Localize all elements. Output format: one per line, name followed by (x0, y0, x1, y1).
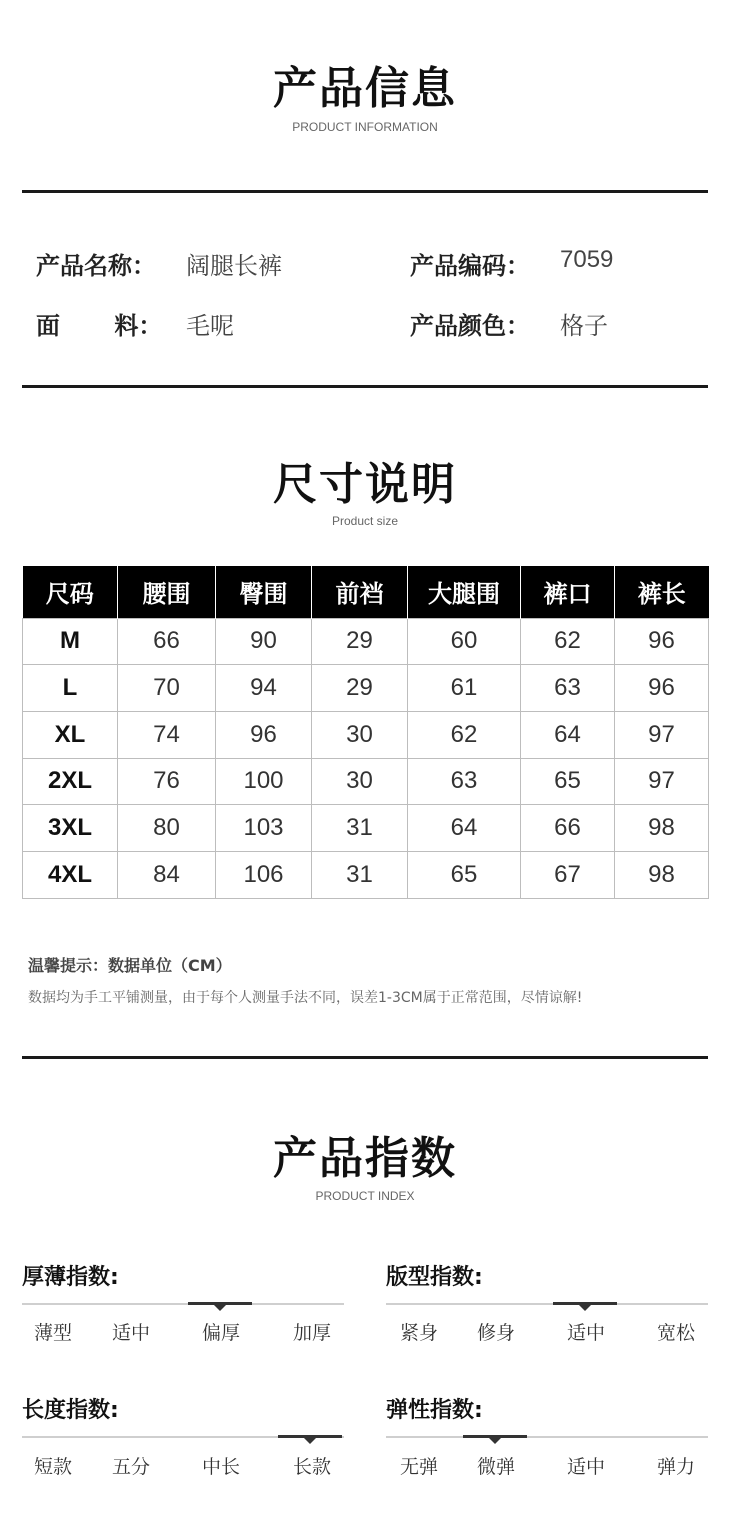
table-cell: 30 (312, 711, 408, 758)
field-label-code: 产品编码： (410, 252, 530, 280)
table-cell: 63 (521, 665, 615, 712)
size-table-header (23, 566, 709, 618)
index-marker-arrow (579, 1305, 591, 1311)
table-cell: 106 (216, 851, 312, 898)
table-row (23, 805, 709, 852)
table-cell: 65 (521, 758, 615, 805)
index-option-selected: 微弹 (476, 1456, 515, 1478)
divider (22, 385, 708, 388)
field-label-color: 产品颜色： (410, 312, 530, 340)
size-cell: M (23, 618, 118, 665)
divider (22, 1056, 708, 1059)
index-option: 适中 (566, 1456, 605, 1478)
table-cell: 29 (312, 618, 408, 665)
table-cell: 80 (118, 805, 216, 852)
index-marker-arrow (214, 1305, 226, 1311)
index-option: 薄型 (33, 1322, 72, 1344)
product-info-subtitle: PRODUCT INFORMATION (292, 120, 438, 134)
product-info-title: 产品信息 (273, 63, 457, 114)
header-cell: 大腿围 (408, 566, 521, 618)
table-row (23, 851, 709, 898)
index-option-selected: 适中 (566, 1322, 605, 1344)
header-cell: 腰围 (118, 566, 216, 618)
table-cell: 66 (521, 805, 615, 852)
table-row (23, 711, 709, 758)
size-info-subtitle: Product size (331, 514, 399, 528)
size-note-text: 数据均为手工平铺测量，由于每个人测量手法不同，误差1-3CM属于正常范围，尽情谅解! (28, 990, 583, 1006)
index-option: 紧身 (399, 1322, 438, 1344)
size-table (22, 566, 709, 899)
field-value-color: 格子 (560, 312, 608, 340)
header-cell: 尺码 (23, 566, 118, 618)
size-cell: 4XL (23, 851, 118, 898)
table-cell: 29 (312, 665, 408, 712)
table-cell: 65 (408, 851, 521, 898)
table-cell: 64 (521, 711, 615, 758)
table-cell: 70 (118, 665, 216, 712)
table-cell: 96 (216, 711, 312, 758)
index-option-selected: 偏厚 (201, 1322, 240, 1344)
size-info-title: 尺寸说明 (273, 459, 457, 510)
index-option-selected: 长款 (292, 1456, 331, 1478)
index-option: 适中 (111, 1322, 150, 1344)
size-cell: L (23, 665, 118, 712)
table-cell: 84 (118, 851, 216, 898)
divider (22, 190, 708, 193)
field-label-material: 面 料： (36, 312, 163, 340)
header-cell: 前裆 (312, 566, 408, 618)
table-cell: 67 (521, 851, 615, 898)
size-cell: 2XL (23, 758, 118, 805)
table-cell: 31 (312, 851, 408, 898)
product-index-title: 产品指数 (273, 1133, 457, 1184)
table-cell: 76 (118, 758, 216, 805)
index-option: 宽松 (656, 1322, 695, 1344)
table-cell: 97 (615, 758, 709, 805)
index-track (386, 1303, 708, 1305)
index-option: 无弹 (399, 1456, 438, 1478)
table-cell: 64 (408, 805, 521, 852)
size-cell: 3XL (23, 805, 118, 852)
field-label-name: 产品名称： (36, 252, 156, 280)
field-value-material: 毛呢 (186, 312, 234, 340)
index-title: 弹性指数: (386, 1398, 483, 1423)
index-marker-arrow (489, 1438, 501, 1444)
index-option: 中长 (201, 1456, 240, 1478)
index-option: 修身 (476, 1322, 515, 1344)
table-row (23, 618, 709, 665)
table-cell: 98 (615, 851, 709, 898)
size-note-title: 温馨提示：数据单位（CM） (28, 956, 232, 975)
size-cell: XL (23, 711, 118, 758)
field-value-name: 阔腿长裤 (186, 252, 282, 280)
table-cell: 100 (216, 758, 312, 805)
table-cell: 96 (615, 618, 709, 665)
index-option: 五分 (111, 1456, 150, 1478)
index-title: 版型指数: (386, 1265, 483, 1290)
index-marker-arrow (304, 1438, 316, 1444)
field-value-code: 7059 (560, 246, 614, 273)
index-title: 长度指数: (22, 1398, 119, 1423)
table-cell: 98 (615, 805, 709, 852)
table-cell: 90 (216, 618, 312, 665)
table-cell: 97 (615, 711, 709, 758)
table-cell: 60 (408, 618, 521, 665)
table-cell: 31 (312, 805, 408, 852)
index-option: 加厚 (292, 1322, 331, 1344)
table-cell: 66 (118, 618, 216, 665)
table-row (23, 758, 709, 805)
index-option: 弹力 (656, 1456, 695, 1478)
table-cell: 62 (521, 618, 615, 665)
index-option: 短款 (33, 1456, 72, 1478)
table-cell: 103 (216, 805, 312, 852)
table-row (23, 665, 709, 712)
table-cell: 96 (615, 665, 709, 712)
table-cell: 74 (118, 711, 216, 758)
table-cell: 94 (216, 665, 312, 712)
table-cell: 63 (408, 758, 521, 805)
header-cell: 臀围 (216, 566, 312, 618)
table-cell: 62 (408, 711, 521, 758)
header-cell: 裤长 (615, 566, 709, 618)
header-cell: 裤口 (521, 566, 615, 618)
index-title: 厚薄指数: (22, 1265, 119, 1290)
index-track (22, 1303, 344, 1305)
product-index-subtitle: PRODUCT INDEX (315, 1189, 415, 1203)
table-cell: 61 (408, 665, 521, 712)
index-track (386, 1436, 708, 1438)
table-cell: 30 (312, 758, 408, 805)
